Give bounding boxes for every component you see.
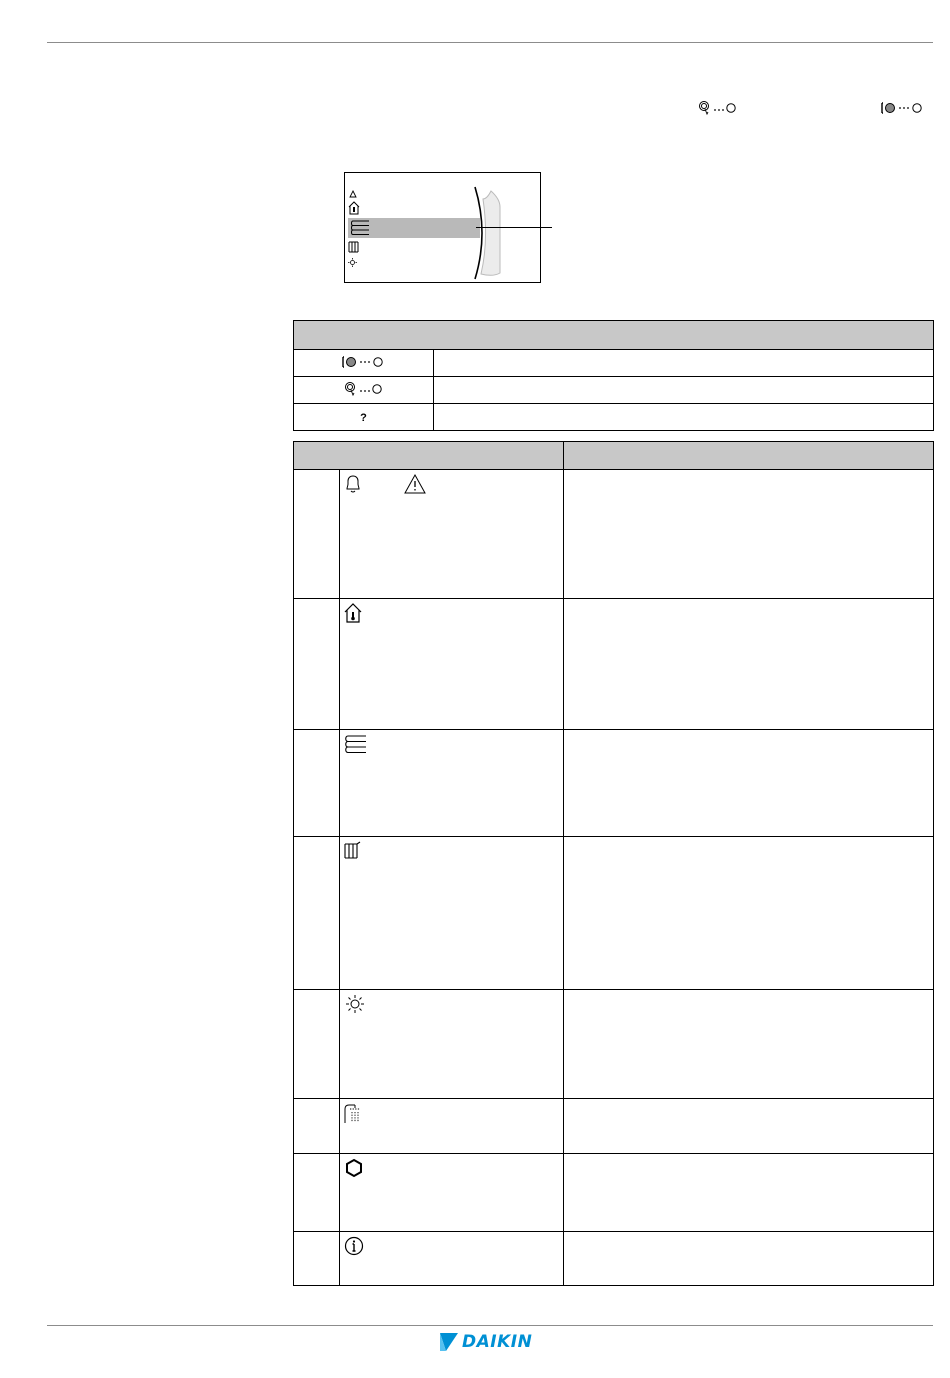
row-text — [564, 1099, 934, 1154]
radiator-icon — [348, 241, 360, 253]
menu-table — [293, 441, 934, 1286]
row-text — [564, 730, 934, 837]
table-row — [294, 350, 934, 377]
table-row — [294, 599, 934, 730]
row-text — [564, 470, 934, 599]
description-column-header — [564, 442, 934, 470]
bell-icon — [349, 190, 357, 198]
underfloor-heating-icon — [350, 220, 372, 236]
underfloor-heating-icon — [344, 734, 368, 754]
table-row — [294, 990, 934, 1099]
row-text — [434, 377, 934, 404]
table-row — [294, 1232, 934, 1286]
callout-line — [476, 227, 552, 228]
table-row — [294, 470, 934, 599]
table-row — [294, 1099, 934, 1154]
domestic-hot-water-icon — [344, 1103, 364, 1125]
daikin-logo — [440, 1331, 542, 1353]
scroll-dial-arc — [473, 185, 503, 281]
help-icon: ? — [360, 412, 367, 424]
push-left-dial-icon — [341, 354, 387, 370]
table-row — [294, 404, 934, 431]
house-thermometer-icon — [344, 603, 362, 623]
header-rule — [47, 42, 933, 43]
push-left-dial-icon — [880, 100, 926, 116]
footer-rule — [47, 1325, 933, 1326]
weather-dependent-icon — [348, 258, 357, 267]
touch-turn-dial-icon — [344, 381, 384, 397]
table-row — [294, 377, 934, 404]
row-text — [564, 599, 934, 730]
weather-dependent-icon — [344, 994, 366, 1016]
daikin-logo-mark — [440, 1331, 460, 1353]
table-row — [294, 1154, 934, 1232]
table-row — [294, 837, 934, 990]
information-icon — [344, 1236, 364, 1256]
house-thermometer-icon — [348, 201, 360, 215]
dial-operation-table — [293, 320, 934, 431]
row-text — [434, 404, 934, 431]
warning-icon — [404, 474, 426, 494]
dial-table-header — [294, 321, 934, 350]
menu-column-header — [294, 442, 564, 470]
row-text — [564, 837, 934, 990]
bell-icon — [344, 474, 362, 494]
radiator-icon — [344, 841, 362, 859]
row-text — [564, 990, 934, 1099]
table-row — [294, 730, 934, 837]
row-text — [434, 350, 934, 377]
user-settings-icon — [344, 1158, 364, 1178]
brand-name: DAIKIN — [462, 1332, 533, 1352]
row-text — [564, 1232, 934, 1286]
row-text — [564, 1154, 934, 1232]
touch-turn-dial-icon — [698, 100, 738, 116]
